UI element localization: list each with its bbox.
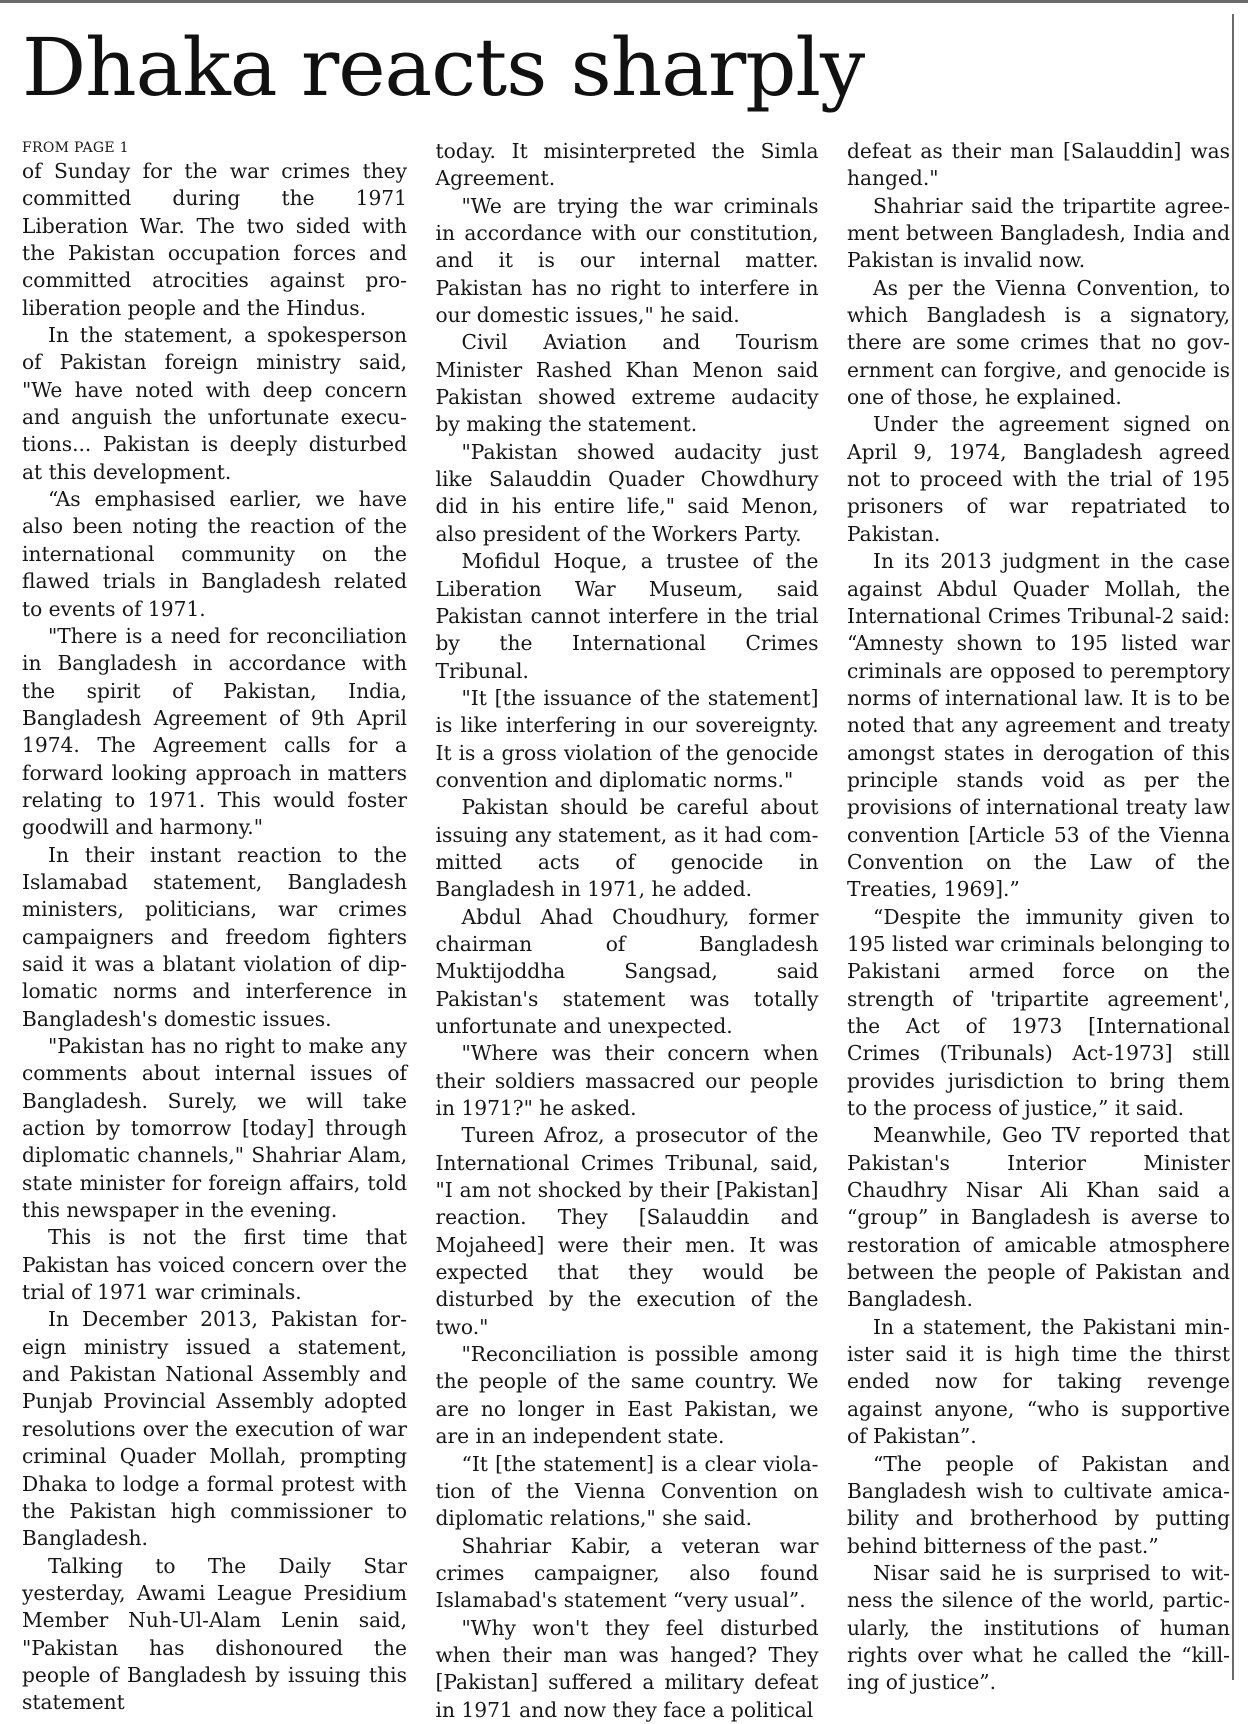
right-border-rule	[1232, 14, 1234, 1680]
paragraph: This is not the first time that Pakistan has voiced concern over the trial of 1971 war criminals.	[22, 1225, 407, 1305]
paragraph: In the statement, a spokesperson of Pakistan foreign ministry said, "We have noted with deep concern and anguish the unfortunate executions... Pakistan is deeply disturbed at this development.	[22, 323, 407, 484]
paragraph: In its 2013 judgment in the case against Abdul Quader Mollah, the International Crimes Tribunal-2 said: “Amnesty shown to 195 listed war criminals are opposed to peremptory norms of international law. It is to be noted that any agreement and treaty amongst states in derogation of this principle stands void as per the provisions of international treaty law convention [Article 53 of the Vienna Convention on the Law of the Treaties, 1969].”	[847, 549, 1230, 902]
paragraph: “The people of Pakistan and Bangladesh wish to cultivate amicability and brotherhood by putting behind bitterness of the past.”	[847, 1451, 1230, 1558]
column-3	[847, 138, 1230, 1695]
article-body	[22, 138, 1230, 1722]
paragraph: "Pakistan has no right to make any comments about internal issues of Bangladesh. Surely, we will take action by tomorrow [today] through diplomatic channels," Shahriar Alam, state minister for foreign affairs, told this newspaper in the evening.	[22, 1034, 407, 1223]
paragraph: "Why won't they feel disturbed when their man was hanged? They [Pakistan] suffered a military defeat in 1971 and now they face a political	[435, 1615, 819, 1722]
paragraph: Nisar said he is surprised to witness the silence of the world, particularly, the institutions of human rights over what he called the “killing of justice”.	[847, 1560, 1230, 1695]
paragraph: "It [the issuance of the statement] is like interfering in our sovereignty. It is a gross violation of the genocide convention and diplomatic norms."	[435, 685, 819, 792]
paragraph: of Sunday for the war crimes they committed during the 1971 Liberation War. The two sided with the Pakistan occupation forces and committed atrocities against proliberation people and the Hindus.	[22, 159, 407, 320]
column-2	[435, 138, 819, 1722]
paragraph: Abdul Ahad Choudhury, former chairman of Bangladesh Muktijoddha Sangsad, said Pakistan's statement was totally unfortunate and unexpected.	[435, 904, 819, 1038]
paragraph: "We are trying the war criminals in accordance with our constitution, and it is our internal matter. Pakistan has no right to interfere in our domestic issues," he said.	[435, 193, 819, 328]
paragraph: In a statement, the Pakistani minister said it is high time the thirst ended now for taking revenge against anyone, “who is supportive of Pakistan”.	[847, 1314, 1230, 1449]
paragraph: “It [the statement] is a clear violation of the Vienna Convention on diplomatic relations," she said.	[435, 1451, 819, 1531]
dateline: FROM PAGE 1	[22, 140, 129, 156]
paragraph: defeat as their man [Salauddin] was hanged."	[847, 139, 1230, 191]
paragraph: “As emphasised earlier, we have also been noting the reaction of the international community on the flawed trials in Bangladesh related to events of 1971.	[22, 487, 407, 621]
paragraph: Shahriar Kabir, a veteran war crimes campaigner, also found Islamabad's statement “very usual”.	[435, 1533, 819, 1613]
paragraph: "Pakistan showed audacity just like Salauddin Quader Chowdhury did in his entire life," said Menon, also president of the Workers Party.	[435, 439, 819, 546]
headline: Dhaka reacts sharply	[22, 21, 865, 114]
paragraph: Under the agreement signed on April 9, 1974, Bangladesh agreed not to proceed with the trial of 195 prisoners of war repatriated to Pakistan.	[847, 412, 1230, 546]
paragraph: today. It misinterpreted the Simla Agreement.	[435, 139, 819, 191]
paragraph: "Where was their concern when their soldiers massacred our people in 1971?" he asked.	[435, 1041, 819, 1121]
paragraph: In December 2013, Pakistan foreign ministry issued a statement, and Pakistan National Assembly and Punjab Provincial Assembly adopted resolutions over the execution of war criminal Quader Mollah, prompting Dhaka to lodge a formal protest with the Pakistan high commissioner to Bangladesh.	[22, 1307, 407, 1551]
paragraph: Tureen Afroz, a prosecutor of the International Crimes Tribunal, said, "I am not shocked by their [Pakistan] reaction. They [Salauddin and Mojaheed] were their men. It was expected that they would be disturbed by the execution of the two."	[435, 1123, 819, 1339]
paragraph: Meanwhile, Geo TV reported that Pakistan's Interior Minister Chaudhry Nisar Ali Khan said a “group” in Bangladesh is averse to restoration of amicable atmosphere between the people of Pakistan and Bangladesh.	[847, 1123, 1230, 1312]
paragraph: "There is a need for reconciliation in Bangladesh in accordance with the spirit of Pakistan, India, Bangladesh Agreement of 9th April 1974. The Agreement calls for a forward looking approach in matters relating to 1971. This would foster goodwill and harmony."	[22, 623, 407, 840]
paragraph: In their instant reaction to the Islamabad statement, Bangladesh ministers, politicians, war crimes campaigners and freedom fighters said it was a blatant violation of diplomatic norms and interference in Bangladesh's domestic issues.	[22, 842, 407, 1031]
paragraph: Mofidul Hoque, a trustee of the Liberation War Museum, said Pakistan cannot interfere in the trial by the International Crimes Tribunal.	[435, 549, 819, 683]
paragraph: Shahriar said the tripartite agreement between Bangladesh, India and Pakistan is invalid now.	[847, 193, 1230, 273]
top-border-rule	[0, 0, 1248, 3]
paragraph: “Despite the immunity given to 195 listed war criminals belonging to Pakistani armed force on the strength of 'tripartite agreement', the Act of 1973 [International Crimes (Tribunals) Act-1973] still provides jurisdiction to bring them to the process of justice,” it said.	[847, 904, 1230, 1121]
paragraph: Civil Aviation and Tourism Minister Rashed Khan Menon said Pakistan showed extreme audacity by making the statement.	[435, 330, 819, 437]
paragraph: "Reconciliation is possible among the people of the same country. We are no longer in East Pakistan, we are in an independent state.	[435, 1342, 819, 1449]
paragraph: As per the Vienna Convention, to which Bangladesh is a signatory, there are some crimes that no government can forgive, and genocide is one of those, he explained.	[847, 275, 1230, 410]
column-1	[22, 138, 407, 1715]
paragraph: Pakistan should be careful about issuing any statement, as it had committed acts of genocide in Bangladesh in 1971, he added.	[435, 795, 819, 902]
paragraph: Talking to The Daily Star yesterday, Awami League Presidium Member Nuh-Ul-Alam Lenin said, "Pakistan has dishonoured the people of Bangladesh by issuing this statement	[22, 1553, 407, 1715]
